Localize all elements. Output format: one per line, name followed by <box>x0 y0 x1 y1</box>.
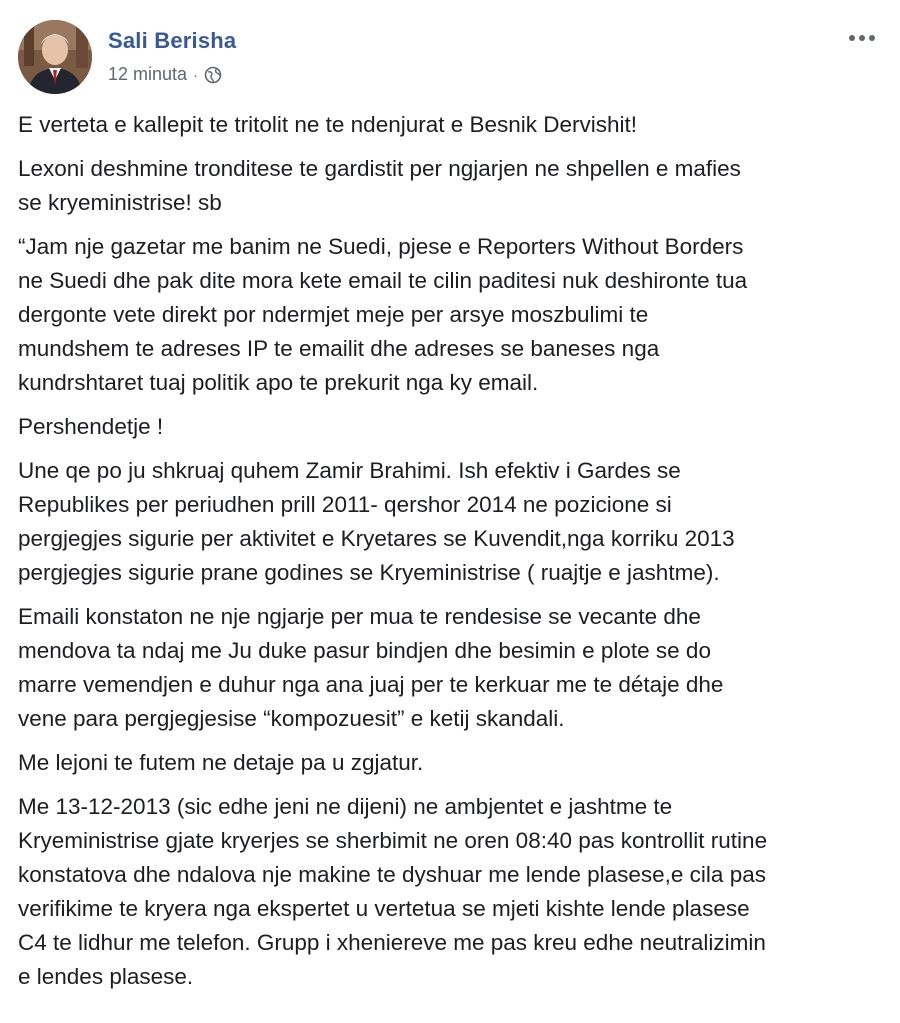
post-paragraph: Me 13-12-2013 (sic edhe jeni ne dijeni) ne ambjentet e jashtme te Kryeministrise gjate kryerjes se sherbimit ne oren 08:40 pas kontrollit rutine konstatova dhe ndalova nje makine te dyshuar me lende plasese,e cila pas verifikime te kryera nga ekspertet u vertetua se mjeti kishte lende plasese C4 te lidhur me telefon. Grupp i xheniereve me pas kreu edhe neutralizimin e lendes plasese. <box>18 794 768 989</box>
post-paragraph: Me lejoni te futem ne detaje pa u zgjatur. <box>18 750 424 775</box>
post-header <box>18 20 882 96</box>
more-options-icon <box>849 35 855 41</box>
post-meta <box>108 64 236 85</box>
post-paragraph: Emaili konstaton ne nje ngjarje per mua te rendesise se vecante dhe mendova ta ndaj me Ju duke pasur bindjen dhe besimin e plote se do marre vemendjen e duhur nga ana juaj per te kerkuar me te détaje dhe vene para pergjegjesise “kompozuesit” e ketij skandali. <box>18 604 724 731</box>
post-paragraph: Lexoni deshmine tronditese te gardistit per ngjarjen ne shpellen e mafies se kryeministrise! sb <box>18 156 741 215</box>
globe-icon[interactable] <box>204 66 222 84</box>
author-block <box>108 28 236 85</box>
post-paragraph: Une qe po ju shkruaj quhem Zamir Brahimi. Ish efektiv i Gardes se Republikes per periudhen prill 2011- qershor 2014 ne pozicione si pergjegjes sigurie per aktivitet e Kryetares se Kuvendit,nga korriku 2013 pergjegjes sigurie prane godines se Kryeministrise ( ruajtje e jashtme). <box>18 458 735 585</box>
avatar-photo <box>18 20 92 94</box>
post-body <box>18 108 880 1004</box>
more-options-icon <box>869 35 875 41</box>
post-paragraph: “Jam nje gazetar me banim ne Suedi, pjese e Reporters Without Borders ne Suedi dhe pak dite mora kete email te cilin paditesi nuk deshironte tua dergonte vete direkt por ndermjet meje per arsye moszbulimi te mundshem te adreses IP te emailit dhe adreses se baneses nga kundrshtaret tuaj politik apo te prekurit nga ky email. <box>18 234 748 395</box>
avatar[interactable] <box>18 20 92 94</box>
author-name-link[interactable]: Sali Berisha <box>108 28 237 53</box>
more-options-icon <box>859 35 865 41</box>
more-options-button[interactable] <box>842 26 882 50</box>
timestamp-link[interactable]: 12 minuta <box>108 64 188 84</box>
post-paragraph: E verteta e kallepit te tritolit ne te ndenjurat e Besnik Dervishit! <box>18 112 638 137</box>
meta-separator: · <box>193 66 198 83</box>
post-paragraph: Pershendetje ! <box>18 414 164 439</box>
